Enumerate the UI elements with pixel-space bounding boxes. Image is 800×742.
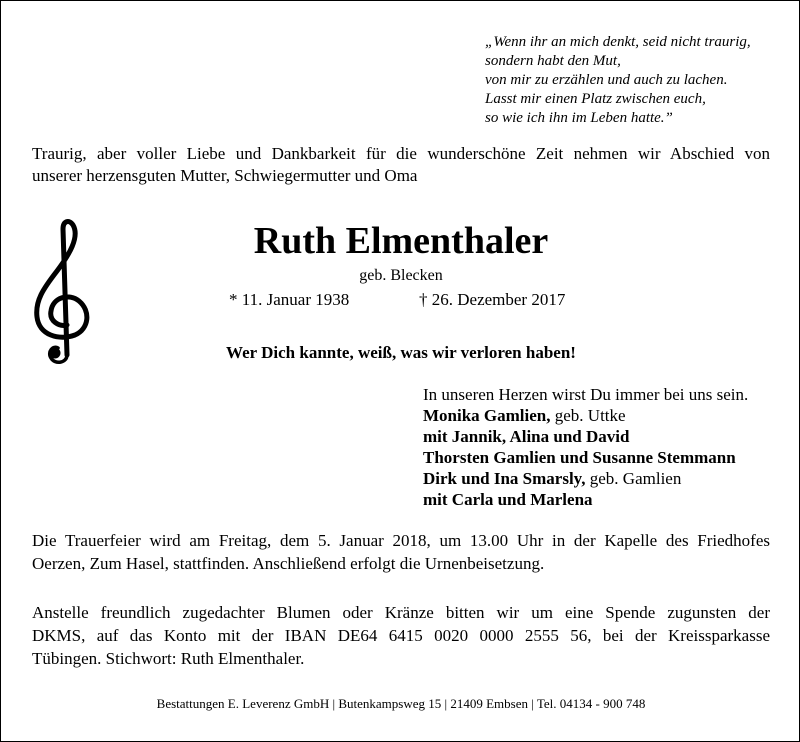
funeral-home-footer: Bestattungen E. Leverenz GmbH | Butenkampsweg 15 | 21409 Embsen | Tel. 04134 - 900 748	[156, 696, 646, 711]
funeral-line: Die Trauerfeier wird am Freitag, dem 5. Januar 2018, um 13.00 Uhr in der Kapelle des Friedhofes	[32, 531, 770, 550]
mourner-name: Monika Gamlien,	[423, 406, 551, 425]
mourner-entry	[423, 405, 748, 426]
mourner-entry: mit Carla und Marlena	[423, 490, 593, 509]
funeral-line: Oerzen, Zum Hasel, stattfinden. Anschließend erfolgt die Urnenbeisetzung.	[32, 554, 545, 573]
donation-line: Anstelle freundlich zugedachter Blumen oder Kränze bitten wir um eine Spende zugunsten der	[32, 603, 770, 622]
quote-line: so wie ich ihn im Leben hatte.”	[485, 110, 673, 126]
intro-line: unserer herzensguten Mutter, Schwiegermutter und Oma	[32, 166, 418, 185]
mourner-entry: mit Jannik, Alina und David	[423, 427, 630, 446]
memorial-quote	[485, 33, 751, 128]
quote-line: von mir zu erzählen und auch zu lachen.	[485, 72, 728, 88]
donation-line: DKMS, auf das Konto mit der IBAN DE64 6415 0020 0000 2555 56, bei der Kreissparkasse	[32, 626, 770, 645]
motto: Wer Dich kannte, weiß, was wir verloren haben!	[226, 343, 576, 362]
mourner-entry: Thorsten Gamlien und Susanne Stemmann	[423, 448, 736, 467]
intro-text	[32, 143, 770, 187]
mourners-list	[423, 384, 748, 510]
birth-date: * 11. Januar 1938	[229, 290, 350, 309]
mourners-intro: In unseren Herzen wirst Du immer bei uns sein.	[423, 385, 749, 404]
maiden-name: geb. Blecken	[359, 267, 443, 284]
intro-line: Traurig, aber voller Liebe und Dankbarkeit für die wunderschöne Zeit nehmen wir Abschied von	[32, 144, 770, 163]
mourner-maiden: geb. Uttke	[550, 406, 626, 425]
donation-line: Tübingen. Stichwort: Ruth Elmenthaler.	[32, 649, 305, 668]
quote-line: „Wenn ihr an mich denkt, seid nicht traurig,	[485, 34, 751, 50]
donation-info	[32, 601, 770, 670]
mourner-maiden: geb. Gamlien	[585, 469, 682, 488]
death-date: † 26. Dezember 2017	[419, 290, 566, 309]
funeral-info	[32, 529, 770, 575]
mourner-name: Dirk und Ina Smarsly,	[423, 469, 586, 488]
quote-line: Lasst mir einen Platz zwischen euch,	[485, 91, 706, 107]
deceased-name: Ruth Elmenthaler	[253, 220, 549, 262]
mourner-entry	[423, 468, 748, 489]
quote-line: sondern habt den Mut,	[485, 53, 621, 69]
